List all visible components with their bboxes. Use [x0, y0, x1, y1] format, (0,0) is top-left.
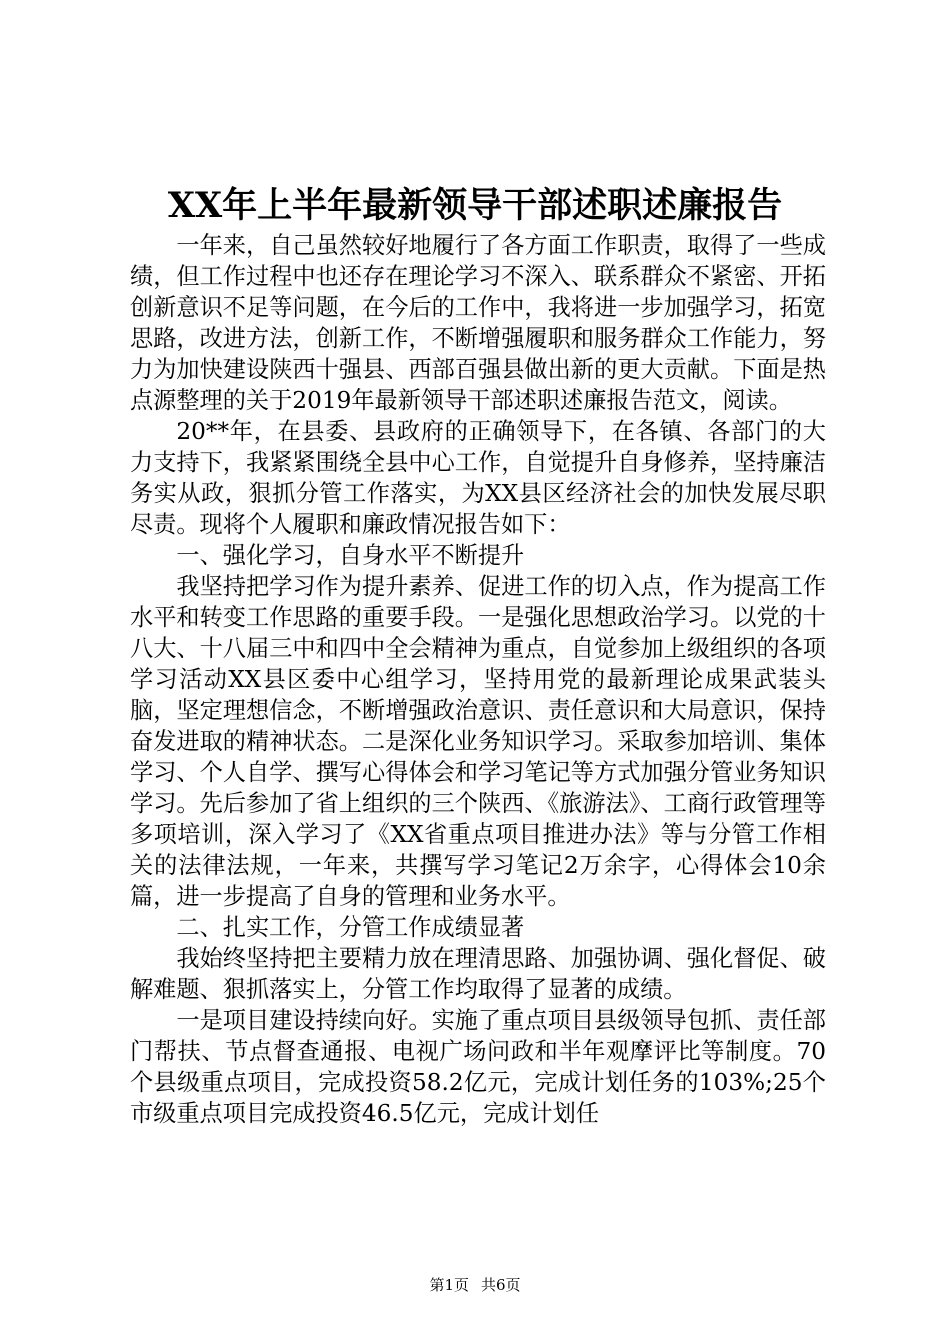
document-title: XX年上半年最新领导干部述职述廉报告 [167, 185, 783, 226]
page-number: 第1页 [429, 1276, 469, 1294]
paragraph: 一是项目建设持续向好。实施了重点项目县级领导包抓、责任部门帮扶、节点督查通报、电视广场问政和半年观摩评比等制度。70个县级重点项目，完成投资58.2亿元，完成计划任务的103%;25个市级重点项目完成投资46.5亿元，完成计划任 [130, 1007, 826, 1127]
section-heading: 一、强化学习，自身水平不断提升 [176, 542, 525, 569]
section-heading: 二、扎实工作，分管工作成绩显著 [176, 914, 525, 941]
paragraph: 我始终坚持把主要精力放在理清思路、加强协调、强化督促、破解难题、狠抓落实上，分管工作均取得了显著的成绩。 [130, 945, 826, 1003]
paragraph: 我坚持把学习作为提升素养、促进工作的切入点，作为提高工作水平和转变工作思路的重要手段。一是强化思想政治学习。以党的十八大、十八届三中和四中全会精神为重点，自觉参加上级组织的各项学习活动XX县区委中心组学习，坚持用党的最新理论成果武装头脑，坚定理想信念，不断增强政治意识、责任意识和大局意识，保持奋发进取的精神状态。二是深化业务知识学习。采取参加培训、集体学习、个人自学、撰写心得体会和学习笔记等方式加强分管业务知识学习。先后参加了省上组织的三个陕西、《旅游法》、工商行政管理等多项培训，深入学习了《XX省重点项目推进办法》等与分管工作相关的法律法规，一年来，共撰写学习笔记2万余字，心得体会10余篇，进一步提高了自身的管理和业务水平。 [130, 573, 826, 910]
page-total: 共6页 [481, 1276, 521, 1294]
paragraph: 一年来，自己虽然较好地履行了各方面工作职责，取得了一些成绩，但工作过程中也还存在理论学习不深入、联系群众不紧密、开拓创新意识不足等问题，在今后的工作中，我将进一步加强学习，拓宽思路，改进方法，创新工作，不断增强履职和服务群众工作能力，努力为加快建设陕西十强县、西部百强县做出新的更大贡献。下面是热点源整理的关于2019年最新领导干部述职述廉报告范文，阅读。 [130, 232, 826, 414]
document-body [130, 230, 826, 1129]
paragraph: 20**年，在县委、县政府的正确领导下，在各镇、各部门的大力支持下，我紧紧围绕全县中心工作，自觉提升自身修养，坚持廉洁务实从政，狠抓分管工作落实，为XX县区经济社会的加快发展尽职尽责。现将个人履职和廉政情况报告如下： [130, 418, 826, 538]
page-footer [0, 1275, 950, 1295]
